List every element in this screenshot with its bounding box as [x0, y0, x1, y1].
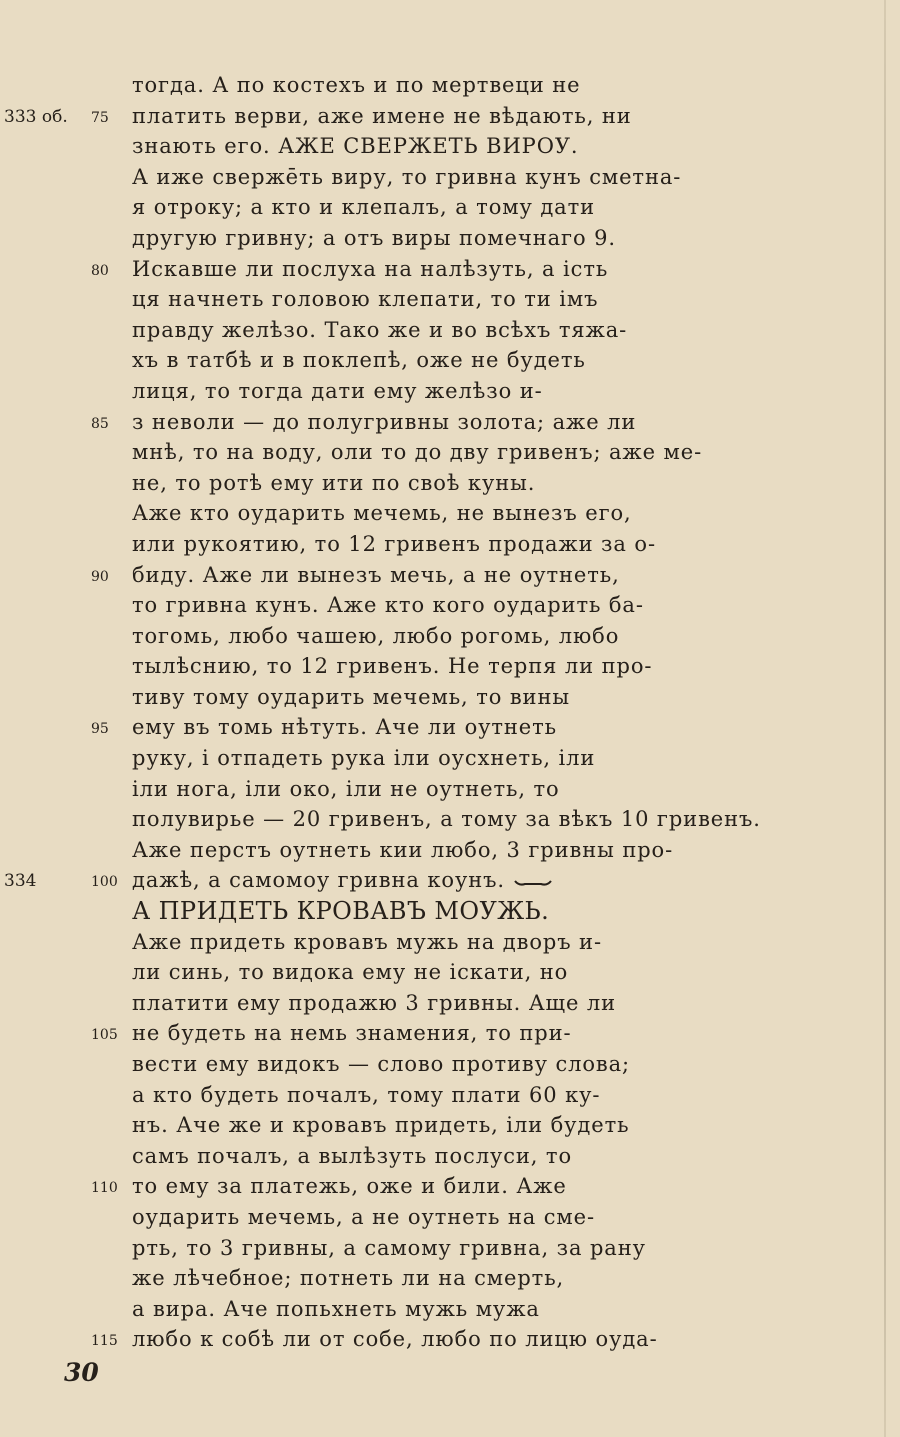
- text-line: [0, 1324, 900, 1355]
- line-text: [132, 345, 586, 376]
- text-line: [0, 682, 900, 713]
- line-text: [132, 1141, 572, 1172]
- line-text: [132, 804, 761, 835]
- text-line: [0, 988, 900, 1019]
- line-text-content: вести ему видокъ — слово противу слова;: [132, 1052, 631, 1076]
- line-text: [132, 1080, 600, 1111]
- text-line: [0, 865, 900, 896]
- line-text-content: тогомь, любо чашею, любо рогомь, любо: [132, 623, 620, 648]
- text-line: [0, 468, 900, 499]
- text-line: [0, 498, 900, 529]
- line-number: 105: [91, 1027, 118, 1044]
- text-line: [0, 254, 900, 285]
- line-text-content: другую гривну; а отъ виры помечнаго 9.: [132, 225, 616, 250]
- line-text-content: А ПРИДЕТЬ КРОВАВЪ МОУЖЬ.: [132, 897, 550, 926]
- line-text-content: я отроку; а кто и клепалъ, а тому дати: [132, 195, 595, 220]
- section-heading-line: [0, 896, 900, 927]
- line-text-content: а кто будеть почалъ, тому плати 60 ку-: [132, 1082, 601, 1107]
- line-text: [132, 1171, 567, 1202]
- line-text-content: А иже сверже̄ть виру, то гривна кунъ сметна-: [132, 164, 682, 189]
- text-line: [0, 1171, 900, 1202]
- line-text-content: Аже кто оударить мечемь, не вынезъ его,: [132, 501, 632, 526]
- line-text: [132, 529, 656, 560]
- text-line: [0, 101, 900, 132]
- page-number: 30: [64, 1358, 99, 1387]
- line-text: [132, 590, 644, 621]
- line-text: [132, 712, 557, 743]
- line-text-content: тиву тому оударить мечемь, то вины: [132, 684, 570, 709]
- line-text-content: ця начнеть головою клепати, то ти iмъ: [132, 287, 599, 312]
- line-text-content: iли нога, iли око, iли не оутнеть, то: [132, 776, 560, 801]
- line-text: [132, 223, 616, 254]
- line-text: [132, 1324, 658, 1355]
- line-text: [132, 774, 560, 805]
- text-line: [0, 284, 900, 315]
- line-text: [132, 407, 636, 438]
- line-text-content: самъ почалъ, а вылѣзуть послуси, то: [132, 1143, 572, 1168]
- line-text-content: Искавше ли послуха на налѣзуть, а iсть: [132, 256, 609, 281]
- text-line: [0, 712, 900, 743]
- line-text: [132, 1202, 595, 1233]
- line-number: 110: [91, 1180, 118, 1197]
- text-line: [0, 835, 900, 866]
- text-line: [0, 1049, 900, 1080]
- line-text-content: ли синь, то видока ему не iскати, но: [132, 960, 569, 985]
- line-text-content: платити ему продажю 3 гривны. Аще ли: [132, 990, 616, 1015]
- line-text-content: руку, i отпадеть рука iли оусхнеть, iли: [132, 746, 596, 771]
- line-text-content: з неволи — до полугривны золота; аже ли: [132, 409, 637, 434]
- line-text: [132, 101, 632, 132]
- line-text-content: биду. Аже ли вынезъ мечь, а не оутнеть,: [132, 562, 620, 587]
- line-text: [132, 896, 549, 927]
- line-text-content: оударить мечемь, а не оутнеть на сме-: [132, 1204, 595, 1229]
- line-text-content: то гривна кунъ. Аже кто кого оударить ба-: [132, 593, 644, 618]
- line-text: [132, 284, 598, 315]
- line-text-content: хъ в татбѣ и в поклепѣ, оже не будеть: [132, 348, 586, 373]
- text-line: [0, 162, 900, 193]
- line-text-content: то ему за платежь, оже и били. Аже: [132, 1174, 567, 1199]
- line-text: [132, 835, 673, 866]
- text-line: [0, 1294, 900, 1325]
- line-text: [132, 131, 578, 162]
- text-line: [0, 1110, 900, 1141]
- text-line: [0, 804, 900, 835]
- line-text-content: ему въ томь нѣтуть. Аче ли оутнеть: [132, 715, 557, 740]
- line-number: 95: [91, 721, 109, 738]
- text-line: [0, 957, 900, 988]
- line-number: 90: [91, 568, 109, 585]
- line-text: [132, 682, 570, 713]
- line-text: [132, 651, 652, 682]
- line-text-content: рть, то 3 гривны, а самому гривна, за рану: [132, 1235, 646, 1260]
- line-text-content: нъ. Аче же и кровавъ придеть, iли будеть: [132, 1113, 630, 1138]
- line-text-content: или рукоятию, то 12 гривенъ продажи за о-: [132, 531, 656, 556]
- line-text-content: тогда. А по костехъ и по мертвеци не: [132, 73, 581, 97]
- text-line: [0, 774, 900, 805]
- text-line: [0, 927, 900, 958]
- line-text-content: Аже перстъ оутнеть кии любо, 3 гривны про-: [132, 837, 674, 862]
- line-number: 75: [91, 109, 109, 126]
- line-text-content: же лѣчебное; потнеть ли на смерть,: [132, 1266, 565, 1291]
- text-line: [0, 529, 900, 560]
- text-line: [0, 1018, 900, 1049]
- line-text-content: мнѣ, то на воду, оли то до дву гривенъ; аже ме-: [132, 440, 703, 465]
- text-line: [0, 223, 900, 254]
- folio-marker: 333 об.: [4, 106, 68, 127]
- line-text-content: знають его. АЖЕ СВЕРЖЕТЬ ВИРОУ.: [132, 134, 579, 159]
- text-line: [0, 345, 900, 376]
- line-text: [132, 957, 568, 988]
- line-text-content: лиця, то тогда дати ему желѣзо и-: [132, 378, 543, 403]
- line-text-content: а вира. Аче попьхнеть мужь мужа: [132, 1296, 540, 1321]
- text-line: [0, 131, 900, 162]
- line-text-content: платить верви, аже имене не вѣдають, ни: [132, 103, 632, 128]
- text-column: [0, 70, 900, 1355]
- text-line: [0, 1233, 900, 1264]
- text-line: [0, 70, 900, 101]
- text-line: [0, 1202, 900, 1233]
- line-text: [132, 70, 580, 101]
- end-flourish-icon: [513, 877, 553, 887]
- line-text-content: полувирье — 20 гривенъ, а тому за вѣкъ 10 гривенъ.: [132, 807, 761, 832]
- text-line: [0, 560, 900, 591]
- line-text: [132, 376, 543, 407]
- line-text: [132, 315, 627, 346]
- line-text: [132, 1110, 629, 1141]
- line-text-content: любо к собѣ ли от собе, любо по лицю оуда-: [132, 1327, 658, 1352]
- line-number: 85: [91, 415, 109, 432]
- line-text: [132, 1049, 630, 1080]
- text-line: [0, 1141, 900, 1172]
- line-text: [132, 437, 702, 468]
- line-text: [132, 498, 632, 529]
- line-text: [132, 192, 595, 223]
- text-line: [0, 621, 900, 652]
- line-text: [132, 468, 535, 499]
- text-line: [0, 437, 900, 468]
- line-text: [132, 1018, 572, 1049]
- line-text: [132, 621, 619, 652]
- text-line: [0, 590, 900, 621]
- line-text: [132, 254, 608, 285]
- text-line: [0, 407, 900, 438]
- folio-marker: 334: [4, 871, 37, 892]
- line-text: [132, 162, 681, 193]
- line-text-content: не, то ротѣ ему ити по своѣ куны.: [132, 470, 536, 495]
- line-text: [132, 1233, 646, 1264]
- text-line: [0, 1080, 900, 1111]
- line-text: [132, 1294, 540, 1325]
- line-text-content: Аже придеть кровавъ мужь на дворъ и-: [132, 929, 602, 954]
- line-text-content: правду желѣзо. Тако же и во всѣхъ тяжа-: [132, 317, 628, 342]
- line-text: [132, 1263, 564, 1294]
- text-line: [0, 192, 900, 223]
- text-line: [0, 376, 900, 407]
- line-text-content: дажѣ, а самомоу гривна коунъ.: [132, 868, 505, 893]
- line-text: [132, 743, 595, 774]
- line-number: 80: [91, 262, 109, 279]
- line-text-content: тылѣснию, то 12 гривенъ. Не терпя ли про-: [132, 654, 653, 679]
- text-line: [0, 743, 900, 774]
- line-number: 115: [91, 1333, 118, 1350]
- text-line: [0, 651, 900, 682]
- text-line: [0, 1263, 900, 1294]
- line-text: [132, 988, 616, 1019]
- line-text-content: не будеть на немь знамения, то при-: [132, 1021, 572, 1046]
- line-text: [132, 560, 620, 591]
- line-text: [132, 927, 602, 958]
- text-line: [0, 315, 900, 346]
- line-number: 100: [91, 874, 118, 891]
- line-text: [132, 865, 553, 896]
